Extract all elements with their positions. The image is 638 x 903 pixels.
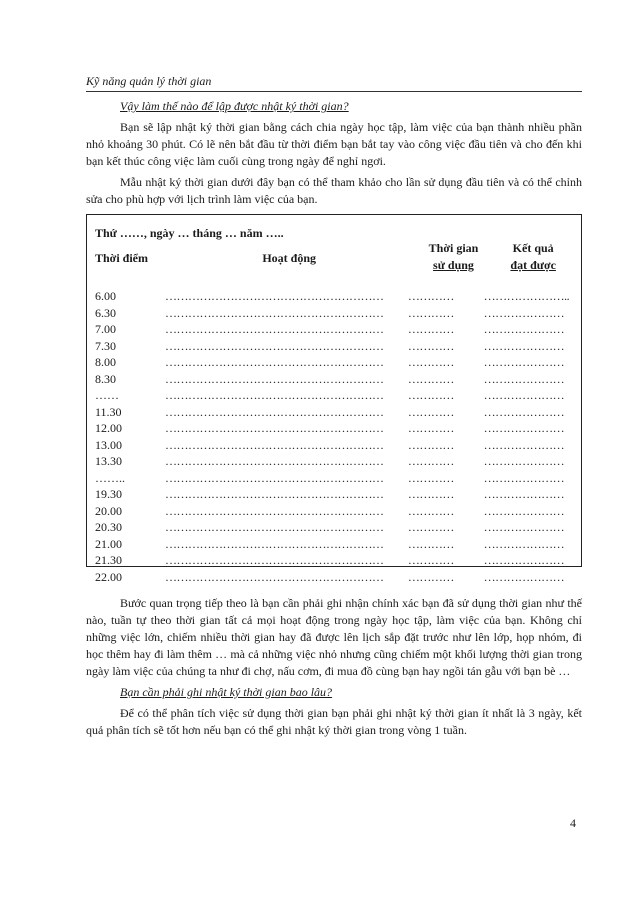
row-activity-blank: ………………………………………………… (164, 536, 384, 551)
row-activity-blank: ………………………………………………… (164, 322, 384, 336)
row-time: 6.30 (95, 305, 116, 320)
row-result-blank: ………………… (483, 569, 565, 584)
row-time: …… (95, 388, 119, 402)
row-duration-blank: ………… (407, 437, 454, 452)
row-duration-blank: ………… (407, 454, 454, 468)
form-row (95, 305, 573, 322)
paragraph-record-accurately: Bước quan trọng tiếp theo là bạn cần phải ghi nhận chính xác bạn đã sử dụng thời gian như thế nào, tuần tự theo thời gian tất cả mọi hoạt động trong ngày học tập, làm việc của bạn. Không chỉ những việc lớn, chiếm nhiều thời gian hay đã được lên lịch sắp đặt trước như lên lớp, họp nhóm, đi học thêm hay đi làm thêm … mà cả những việc nhỏ nhưng cũng chiếm một khối lượng thời gian trong ngày làm việc của chúng ta như đi chợ, nấu cơm, đi mua đồ cùng bạn hay ngồi tán gẫu với bạn bè … (86, 596, 582, 678)
row-duration-blank: ………… (407, 371, 454, 386)
col-header-time: Thời điểm (95, 251, 148, 265)
row-result-blank: ………………… (483, 421, 565, 435)
row-time: 21.00 (95, 536, 122, 551)
row-time: …….. (95, 470, 125, 485)
row-duration-blank: ………… (407, 520, 454, 534)
col-header-activity: Hoạt động (262, 251, 317, 265)
col-header-duration (414, 240, 494, 274)
section-heading-how: Vậy làm thế nào để lập được nhật ký thời gian? (120, 99, 349, 113)
form-row (95, 503, 573, 520)
form-row (95, 420, 573, 437)
row-result-blank: ………………… (483, 371, 565, 386)
row-result-blank: ………………… (483, 503, 565, 518)
form-row (95, 387, 573, 404)
row-result-blank: ………………… (483, 305, 565, 320)
row-time: 20.00 (95, 503, 122, 518)
page-number: 4 (570, 816, 576, 830)
form-row (95, 371, 573, 388)
row-time: 7.00 (95, 322, 116, 336)
row-result-blank: ………………… (483, 487, 565, 501)
row-result-blank: ………………… (483, 470, 565, 485)
row-activity-blank: ………………………………………………… (164, 470, 384, 485)
row-time: 11.30 (95, 404, 122, 419)
form-row (95, 536, 573, 553)
form-row (95, 404, 573, 421)
row-activity-blank: ………………………………………………… (164, 437, 384, 452)
row-result-blank: ………………… (483, 437, 565, 452)
row-activity-blank: ………………………………………………… (164, 520, 384, 534)
form-row (95, 519, 573, 536)
col-header-result-line2: đạt được (510, 258, 556, 272)
row-time: 12.00 (95, 421, 122, 435)
row-duration-blank: ………… (407, 470, 454, 485)
row-duration-blank: ………… (407, 503, 454, 518)
paragraph-intro: Bạn sẽ lập nhật ký thời gian bằng cách chia ngày học tập, làm việc của bạn thành nhiều phần nhỏ khoảng 30 phút. Có lẽ nên bắt đầu từ thời điểm bạn bắt tay vào công việc đầu tiên và cho đến khi bạn kết thúc công việc làm cuối cùng trong ngày để nghỉ ngơi. (86, 120, 582, 168)
row-duration-blank: ………… (407, 388, 454, 402)
form-row (95, 354, 573, 371)
row-result-blank: ………………….. (483, 289, 570, 303)
row-result-blank: ………………… (483, 454, 565, 468)
row-time: 7.30 (95, 338, 116, 353)
row-result-blank: ………………… (483, 520, 565, 534)
row-time: 13.30 (95, 454, 122, 468)
row-duration-blank: ………… (407, 305, 454, 320)
time-log-form (86, 214, 582, 584)
row-result-blank: ………………… (483, 322, 565, 336)
form-row (95, 453, 573, 470)
col-header-duration-line1: Thời gian (428, 241, 479, 255)
row-result-blank: ………………… (483, 404, 565, 419)
row-result-blank: ………………… (483, 536, 565, 551)
col-header-duration-line2: sử dụng (433, 258, 474, 272)
row-result-blank: ………………… (483, 338, 565, 353)
row-duration-blank: ………… (407, 487, 454, 501)
row-duration-blank: ………… (407, 553, 454, 567)
form-row (95, 569, 573, 586)
row-duration-blank: ………… (407, 289, 454, 303)
form-row (95, 486, 573, 503)
form-row (95, 470, 573, 487)
row-duration-blank: ………… (407, 355, 454, 369)
form-rows (95, 288, 573, 585)
row-activity-blank: ………………………………………………… (164, 569, 384, 584)
row-duration-blank: ………… (407, 338, 454, 353)
row-activity-blank: ………………………………………………… (164, 454, 384, 468)
form-date-line: Thứ ……, ngày … tháng … năm ….. (95, 226, 284, 240)
row-time: 20.30 (95, 520, 122, 534)
row-activity-blank: ………………………………………………… (164, 503, 384, 518)
row-result-blank: ………………… (483, 553, 565, 567)
row-activity-blank: ………………………………………………… (164, 289, 384, 303)
form-row (95, 552, 573, 569)
form-row (95, 338, 573, 355)
row-activity-blank: ………………………………………………… (164, 421, 384, 435)
row-result-blank: ………………… (483, 355, 565, 369)
row-activity-blank: ………………………………………………… (164, 487, 384, 501)
row-time: 19.30 (95, 487, 122, 501)
row-duration-blank: ………… (407, 404, 454, 419)
form-header-row (95, 240, 573, 274)
form-row (95, 288, 573, 305)
row-activity-blank: ………………………………………………… (164, 305, 384, 320)
paragraph-template-note: Mẫu nhật ký thời gian dưới đây bạn có thể tham khảo cho lần sử dụng đầu tiên và có thể chỉnh sửa cho phù hợp với lịch trình làm việc của bạn. (86, 175, 582, 206)
row-activity-blank: ………………………………………………… (164, 355, 384, 369)
form-row (95, 321, 573, 338)
page-content (86, 98, 582, 743)
running-header: Kỹ năng quản lý thời gian (86, 74, 582, 92)
row-time: 22.00 (95, 569, 122, 584)
row-result-blank: ………………… (483, 388, 565, 402)
paragraph-duration-advice: Để có thể phân tích việc sử dụng thời gian bạn phải ghi nhật ký thời gian ít nhất là 3 ngày, kết quả phân tích sẽ tốt hơn nếu bạn có thể ghi nhật ký thời gian trong vòng 1 tuần. (86, 706, 582, 737)
row-duration-blank: ………… (407, 421, 454, 435)
row-activity-blank: ………………………………………………… (164, 404, 384, 419)
row-activity-blank: ………………………………………………… (164, 553, 384, 567)
row-time: 13.00 (95, 437, 122, 452)
row-time: 21.30 (95, 553, 122, 567)
row-activity-blank: ………………………………………………… (164, 338, 384, 353)
row-duration-blank: ………… (407, 322, 454, 336)
row-duration-blank: ………… (407, 536, 454, 551)
form-row (95, 437, 573, 454)
row-activity-blank: ………………………………………………… (164, 388, 384, 402)
row-activity-blank: ………………………………………………… (164, 371, 384, 386)
row-time: 6.00 (95, 289, 116, 303)
row-time: 8.30 (95, 371, 116, 386)
section-heading-how-long: Bạn cần phải ghi nhật ký thời gian bao lâu? (120, 685, 333, 699)
col-header-result (493, 240, 573, 274)
row-time: 8.00 (95, 355, 116, 369)
row-duration-blank: ………… (407, 569, 454, 584)
col-header-result-line1: Kết quả (512, 241, 554, 255)
